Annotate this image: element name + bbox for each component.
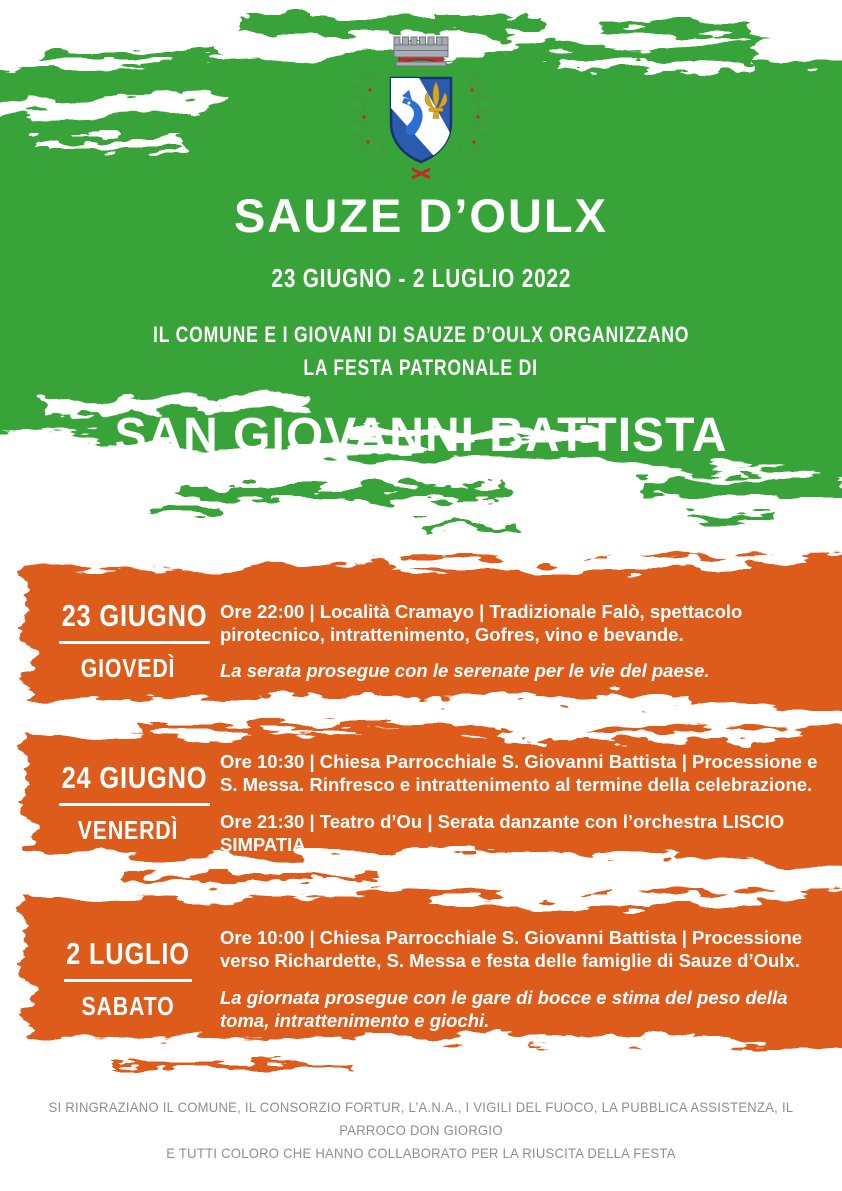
event-band-2-luglio xyxy=(0,884,842,1074)
event-date: 23 GIUGNO xyxy=(59,598,210,644)
event-date-column xyxy=(59,598,208,684)
credits-line-2: E TUTTI COLORO CHE HANNO COLLABORATO PER LA RIUSCITA DELLA FESTA xyxy=(166,1145,676,1162)
intro-line-1: IL COMUNE E I GIOVANI DI SAUZE D’OULX ORGANIZZANO xyxy=(152,322,690,347)
poster-title: SAUZE D’OULX xyxy=(234,189,608,242)
event-details xyxy=(220,750,826,856)
coat-of-arms-icon xyxy=(346,22,496,180)
event-band-23-giugno xyxy=(0,548,842,734)
mural-crown xyxy=(394,37,448,66)
event-line-1: Ore 10:00 | Chiesa Parrocchiale S. Giovanni Battista | Processione verso Richardette, S. Messa e festa delle famiglie di Sauze d’Oulx. xyxy=(220,926,803,972)
festival-title: SAN GIOVANNI BATTISTA xyxy=(114,409,728,462)
event-day: GIOVEDÌ xyxy=(80,653,176,683)
event-details xyxy=(220,600,826,683)
intro-line-2: LA FESTA PATRONALE DI xyxy=(303,355,539,380)
poster-intro xyxy=(0,318,842,384)
poster-header xyxy=(0,0,842,463)
event-line-2: La serata prosegue con le serenate per le vie del paese. xyxy=(220,660,710,682)
event-line-2: La giornata prosegue con le gare di bocce e stima del peso della toma, intrattenimento e giochi. xyxy=(220,986,788,1031)
event-day: SABATO xyxy=(81,991,175,1021)
event-date-column xyxy=(59,936,197,1022)
credits-line-1: SI RINGRAZIANO IL COMUNE, IL CONSORZIO FORTUR, L’A.N.A., I VIGILI DEL FUOCO, LA PUBBLICA ASSISTENZA, IL PARROCO DON GIORGIO xyxy=(48,1099,794,1139)
event-date-column xyxy=(59,760,208,846)
event-line-2: Ore 21:30 | Teatro d’Ou | Serata danzante con l’orchestra LISCIO SIMPATIA xyxy=(220,810,785,855)
event-day: VENERDÌ xyxy=(77,815,179,845)
poster-date-range: 23 GIUGNO - 2 LUGLIO 2022 xyxy=(271,263,571,293)
event-date: 2 LUGLIO xyxy=(64,936,193,982)
event-band-24-giugno xyxy=(0,722,842,884)
event-line-1: Ore 10:30 | Chiesa Parrocchiale S. Giovanni Battista | Processione e S. Messa. Rinfresco e intrattenimento al termine della celebrazione. xyxy=(220,750,818,796)
event-line-1: Ore 22:00 | Località Cramayo | Tradizionale Falò, spettacolo pirotecnico, intrattenimento, Gofres, vino e bevande. xyxy=(220,600,743,645)
event-date: 24 GIUGNO xyxy=(59,760,210,806)
credits-footer xyxy=(0,1096,842,1165)
event-details xyxy=(220,926,826,1032)
